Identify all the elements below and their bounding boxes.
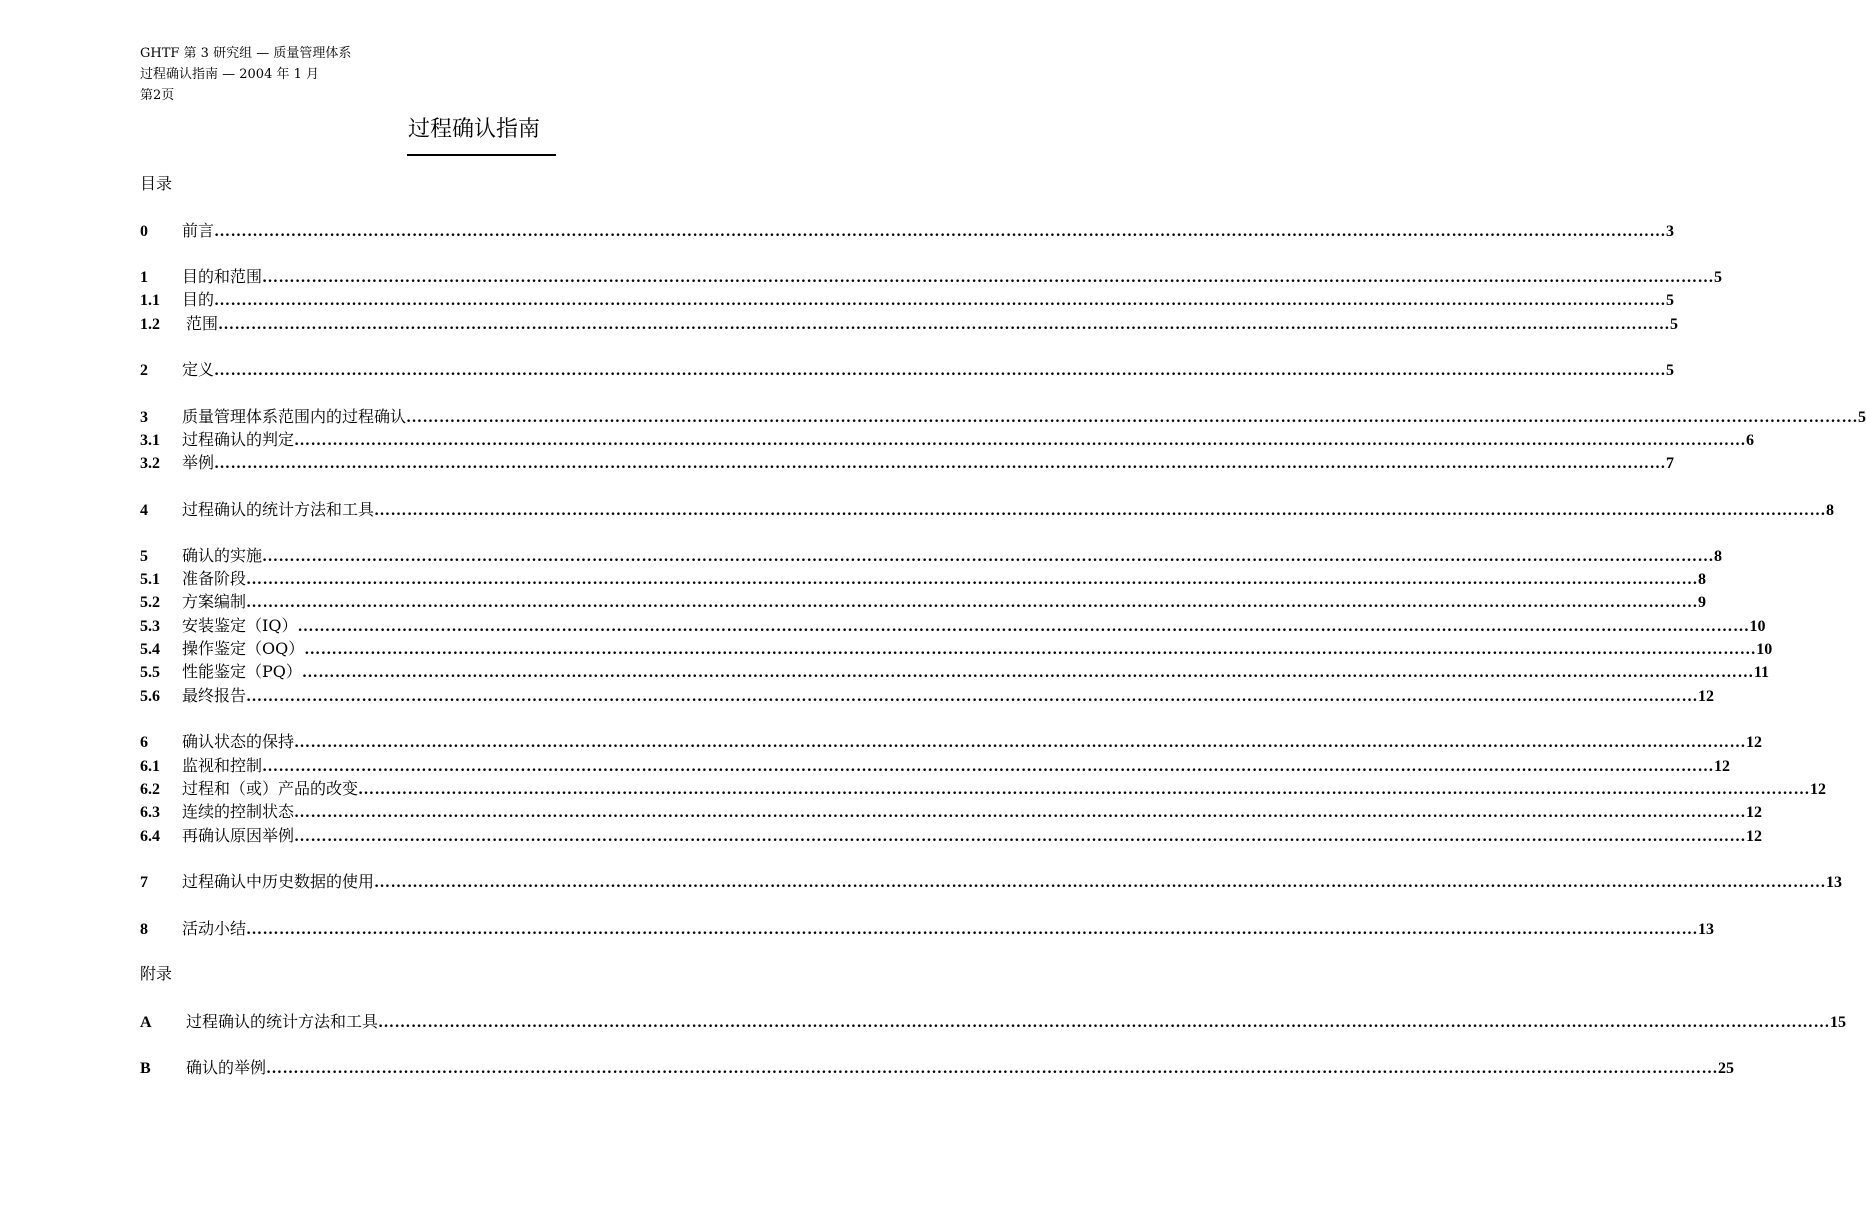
toc-entry[interactable] [140, 615, 1766, 636]
toc-leader-dots: ………………………………………………………………………………………………………………………………………………………………………………………………………………………………………… [301, 664, 1754, 681]
toc-entry[interactable] [140, 731, 1763, 752]
toc-entry-number: 3.1 [140, 432, 160, 449]
toc-leader-dots: ………………………………………………………………………………………………………………………………………………………………………………………………………………………………………… [262, 269, 1715, 286]
toc-entry-title: 活动小结 [182, 919, 247, 938]
toc-entry[interactable] [140, 452, 1675, 473]
toc-entry-page: 8 [1714, 548, 1723, 565]
toc-entry-page: 12 [1810, 781, 1827, 798]
toc-entry[interactable] [140, 778, 1827, 799]
toc-leader-dots: ………………………………………………………………………………………………………………………………………………………………………………………………………………………………………… [214, 292, 1667, 309]
toc-entry[interactable] [140, 871, 1843, 892]
toc-leader-dots: ………………………………………………………………………………………………………………………………………………………………………………………………………………………………………… [218, 316, 1671, 333]
toc-entry-title: 监视和控制 [182, 756, 263, 775]
toc-leader-dots: ………………………………………………………………………………………………………………………………………………………………………………………………………………………………………… [374, 874, 1827, 891]
toc-leader-dots: ………………………………………………………………………………………………………………………………………………………………………………………………………………………………………… [262, 758, 1715, 775]
toc-entry-title: 过程确认的判定 [182, 430, 295, 449]
header-page-number: 第2页 [140, 88, 175, 103]
toc-entry-title: 准备阶段 [182, 569, 247, 588]
toc-leader-dots: ………………………………………………………………………………………………………………………………………………………………………………………………………………………………………… [214, 223, 1667, 240]
toc-entry-number: 4 [140, 502, 148, 519]
toc-entry-page: 12 [1714, 758, 1731, 775]
toc-entry[interactable] [140, 801, 1763, 822]
toc-entry-page: 12 [1698, 688, 1715, 705]
toc-leader-dots: ………………………………………………………………………………………………………………………………………………………………………………………………………………………………………… [358, 781, 1811, 798]
toc-entry-title: 确认状态的保持 [182, 732, 295, 751]
toc-entry-number: 6 [140, 734, 148, 751]
toc-entry-page: 12 [1746, 734, 1763, 751]
toc-entry-page: 9 [1698, 594, 1707, 611]
toc-entry[interactable] [140, 638, 1773, 659]
toc-entry-number: 1.2 [140, 316, 160, 333]
title-underline [407, 154, 556, 156]
toc-entry[interactable] [140, 266, 1723, 287]
toc-entry-number: 6.1 [140, 758, 160, 775]
appendix-entry-page: 25 [1718, 1060, 1735, 1077]
appendix-entry-title: 确认的举例 [186, 1058, 267, 1077]
toc-entry-page: 10 [1756, 641, 1773, 658]
toc-entry-title: 再确认原因举例 [182, 826, 295, 845]
toc-entry[interactable] [140, 220, 1675, 241]
toc-entry-page: 11 [1753, 664, 1770, 681]
toc-entry[interactable] [140, 661, 1770, 682]
toc-leader-dots: ………………………………………………………………………………………………………………………………………………………………………………………………………………………………………… [374, 502, 1827, 519]
toc-entry-number: 7 [140, 874, 148, 891]
toc-entry-number: 6.2 [140, 781, 160, 798]
appendix-entry-page: 15 [1830, 1014, 1847, 1031]
toc-entry-number: 5.2 [140, 594, 160, 611]
toc-leader-dots: ………………………………………………………………………………………………………………………………………………………………………………………………………………………………………… [304, 641, 1757, 658]
toc-leader-dots: ………………………………………………………………………………………………………………………………………………………………………………………………………………………………………… [294, 432, 1747, 449]
toc-entry-page: 13 [1698, 921, 1715, 938]
toc-entry-page: 3 [1666, 223, 1675, 240]
appendix-entry-letter: A [140, 1014, 152, 1031]
toc-entry-page: 5 [1666, 292, 1675, 309]
toc-entry-page: 5 [1858, 409, 1866, 426]
toc-entry-title: 目的和范围 [182, 267, 263, 286]
toc-entry-number: 6.4 [140, 828, 160, 845]
toc-leader-dots: ………………………………………………………………………………………………………………………………………………………………………………………………………………………………………… [406, 409, 1859, 426]
toc-leader-dots: ………………………………………………………………………………………………………………………………………………………………………………………………………………………………………… [294, 734, 1747, 751]
toc-entry-title: 连续的控制状态 [182, 802, 295, 821]
toc-entry-title: 安装鉴定（IQ） [182, 616, 298, 635]
appendix-entry[interactable] [140, 1011, 1847, 1032]
toc-entry-title: 方案编制 [182, 592, 247, 611]
toc-entry-page: 12 [1746, 804, 1763, 821]
toc-entry[interactable] [140, 313, 1679, 334]
contents-label: 目录 [140, 174, 173, 193]
toc-entry-page: 8 [1698, 571, 1707, 588]
toc-entry-title: 质量管理体系范围内的过程确认 [182, 407, 407, 426]
appendix-entry-letter: B [140, 1060, 151, 1077]
header-group-line: GHTF 第 3 研究组 — 质量管理体系 [140, 46, 352, 61]
toc-leader-dots: ………………………………………………………………………………………………………………………………………………………………………………………………………………………………………… [214, 362, 1667, 379]
toc-entry-page: 10 [1749, 618, 1766, 635]
toc-entry-page: 12 [1746, 828, 1763, 845]
toc-entry-number: 3.2 [140, 455, 160, 472]
toc-entry-number: 5.5 [140, 664, 160, 681]
toc-entry[interactable] [140, 755, 1731, 776]
toc-entry-number: 5.4 [140, 641, 160, 658]
toc-entry[interactable] [140, 685, 1715, 706]
toc-entry-page: 5 [1666, 362, 1675, 379]
toc-entry-title: 过程和（或）产品的改变 [182, 779, 359, 798]
toc-leader-dots: ………………………………………………………………………………………………………………………………………………………………………………………………………………………………………… [262, 548, 1715, 565]
toc-leader-dots: ………………………………………………………………………………………………………………………………………………………………………………………………………………………………………… [246, 688, 1699, 705]
toc-entry-title: 性能鉴定（PQ） [182, 662, 302, 681]
toc-entry[interactable] [140, 499, 1835, 520]
toc-entry-number: 5 [140, 548, 148, 565]
toc-leader-dots: ………………………………………………………………………………………………………………………………………………………………………………………………………………………………………… [246, 594, 1699, 611]
toc-entry-number: 5.3 [140, 618, 160, 635]
header-doc-line: 过程确认指南 — 2004 年 1 月 [140, 67, 320, 82]
toc-entry[interactable] [140, 359, 1675, 380]
toc-leader-dots: ………………………………………………………………………………………………………………………………………………………………………………………………………………………………………… [297, 618, 1750, 635]
toc-entry-page: 13 [1826, 874, 1843, 891]
toc-entry[interactable] [140, 545, 1723, 566]
toc-entry[interactable] [140, 429, 1755, 450]
toc-entry[interactable] [140, 591, 1707, 612]
toc-entry-title: 目的 [182, 290, 215, 309]
toc-entry-title: 前言 [182, 221, 215, 240]
toc-entry-number: 1.1 [140, 292, 160, 309]
toc-leader-dots: ………………………………………………………………………………………………………………………………………………………………………………………………………………………………………… [246, 571, 1699, 588]
toc-entry-number: 8 [140, 921, 148, 938]
toc-entry-number: 0 [140, 223, 148, 240]
toc-entry-title: 操作鉴定（OQ） [182, 639, 305, 658]
toc-entry-number: 5.1 [140, 571, 160, 588]
toc-entry[interactable] [140, 406, 1866, 427]
toc-entry[interactable] [140, 568, 1707, 589]
toc-entry-number: 3 [140, 409, 148, 426]
appendix-entry-title: 过程确认的统计方法和工具 [186, 1012, 379, 1031]
toc-leader-dots: ………………………………………………………………………………………………………………………………………………………………………………………………………………………………………… [266, 1060, 1719, 1077]
toc-entry-number: 6.3 [140, 804, 160, 821]
toc-entry-title: 过程确认的统计方法和工具 [182, 500, 375, 519]
appendix-label: 附录 [140, 964, 173, 983]
toc-entry-number: 2 [140, 362, 148, 379]
toc-entry-title: 最终报告 [182, 686, 247, 705]
toc-entry-title: 举例 [182, 453, 215, 472]
toc-entry[interactable] [140, 289, 1675, 310]
toc-entry-page: 8 [1826, 502, 1835, 519]
toc-entry[interactable] [140, 825, 1763, 846]
toc-entry-page: 5 [1714, 269, 1723, 286]
toc-leader-dots: ………………………………………………………………………………………………………………………………………………………………………………………………………………………………………… [294, 828, 1747, 845]
toc-entry-title: 范围 [186, 314, 219, 333]
toc-leader-dots: ………………………………………………………………………………………………………………………………………………………………………………………………………………………………………… [378, 1014, 1831, 1031]
toc-entry-page: 5 [1670, 316, 1679, 333]
toc-entry-number: 1 [140, 269, 148, 286]
document-title: 过程确认指南 [408, 117, 541, 142]
toc-entry-page: 7 [1666, 455, 1675, 472]
toc-entry-title: 过程确认中历史数据的使用 [182, 872, 375, 891]
toc-leader-dots: ………………………………………………………………………………………………………………………………………………………………………………………………………………………………………… [294, 804, 1747, 821]
toc-entry-title: 确认的实施 [182, 546, 263, 565]
toc-entry[interactable] [140, 918, 1715, 939]
toc-entry-title: 定义 [182, 360, 215, 379]
toc-leader-dots: ………………………………………………………………………………………………………………………………………………………………………………………………………………………………………… [246, 921, 1699, 938]
toc-entry-page: 6 [1746, 432, 1755, 449]
appendix-entry[interactable] [140, 1057, 1735, 1078]
toc-leader-dots: ………………………………………………………………………………………………………………………………………………………………………………………………………………………………………… [214, 455, 1667, 472]
toc-entry-number: 5.6 [140, 688, 160, 705]
